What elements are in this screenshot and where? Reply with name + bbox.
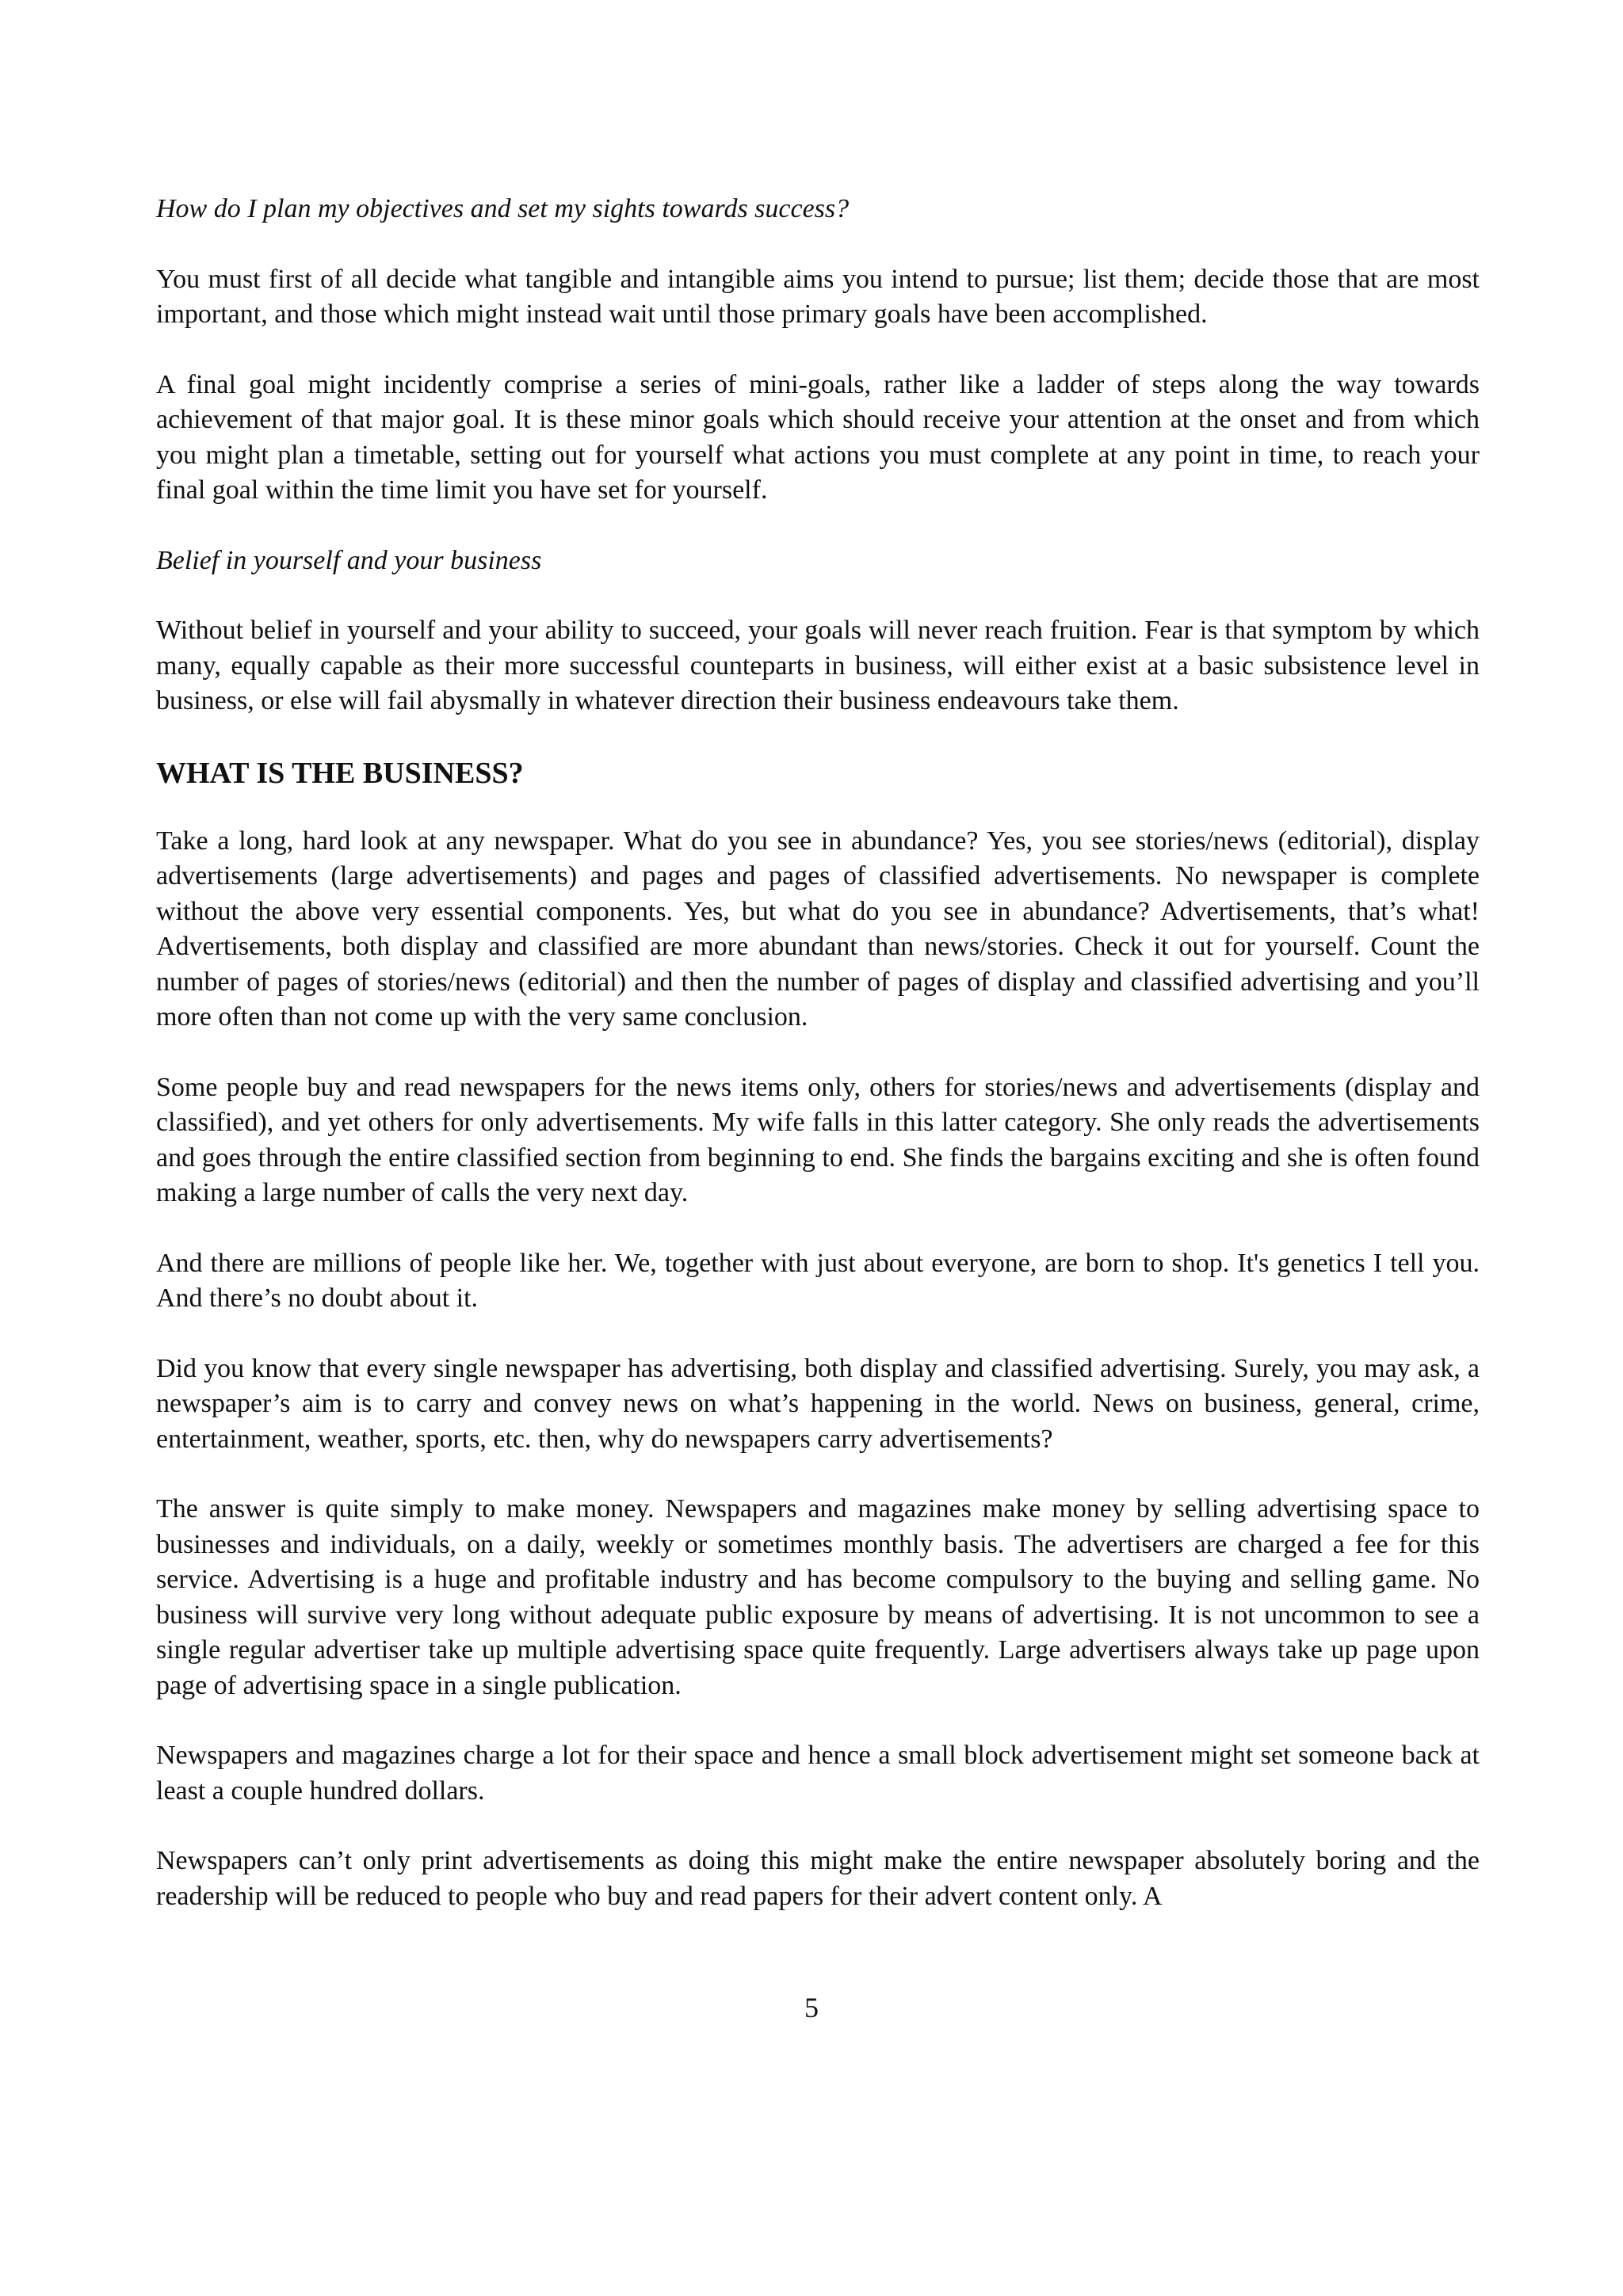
document-body	[156, 192, 1480, 1949]
paragraph: You must first of all decide what tangible and intangible aims you intend to pursue; list them; decide those that are most important, and those which might instead wait until those primary goals have been accomplished.	[156, 264, 1480, 329]
paragraph: Newspapers and magazines charge a lot for their space and hence a small block advertisement might set someone back at least a couple hundred dollars.	[156, 1741, 1480, 1806]
paragraph: Without belief in yourself and your ability to succeed, your goals will never reach fruition. Fear is that symptom by which many, equally capable as their more successful counteparts in business, will either exist at a basic subsistence level in business, or else will fail abysmally in whatever direction their business endeavours take them.	[156, 616, 1480, 715]
page-number: 5	[804, 1992, 819, 2023]
subheading-belief: Belief in yourself and your business	[156, 545, 542, 575]
paragraph: Some people buy and read newspapers for the news items only, others for stories/news and advertisements (display and classified), and yet others for only advertisements. My wife falls in this latter category. She only reads the advertisements and goes through the entire classified section from beginning to end. She finds the bargains exciting and she is often found making a large number of calls the very next day.	[156, 1072, 1480, 1207]
section-heading: WHAT IS THE BUSINESS?	[156, 756, 524, 790]
paragraph: Newspapers can’t only print advertisements as doing this might make the entire newspaper absolutely boring and the readership will be reduced to people who buy and read papers for their advert content only. A	[156, 1846, 1480, 1911]
paragraph: And there are millions of people like her. We, together with just about everyone, are born to shop. It's genetics I tell you. And there’s no doubt about it.	[156, 1248, 1480, 1313]
subheading-plan-objectives: How do I plan my objectives and set my sights towards success?	[156, 194, 850, 223]
paragraph: The answer is quite simply to make money. Newspapers and magazines make money by selling advertising space to businesses and individuals, on a daily, weekly or sometimes monthly basis. The advertisers are charged a fee for this service. Advertising is a huge and profitable industry and has become compulsory to the buying and selling game. No business will survive very long without adequate public exposure by means of advertising. It is not uncommon to see a single regular advertiser take up multiple advertising space quite frequently. Large advertisers always take up page upon page of advertising space in a single publication.	[156, 1494, 1480, 1700]
paragraph: Take a long, hard look at any newspaper. What do you see in abundance? Yes, you see stories/news (editorial), display advertisements (large advertisements) and pages and pages of classified advertisements. No newspaper is complete without the above very essential components. Yes, but what do you see in abundance? Advertisements, that’s what! Advertisements, both display and classified are more abundant than news/stories. Check it out for yourself. Count the number of pages of stories/news (editorial) and then the number of pages of display and classified advertising and you’ll more often than not come up with the very same conclusion.	[156, 826, 1480, 1032]
paragraph: Did you know that every single newspaper has advertising, both display and classified advertising. Surely, you may ask, a newspaper’s aim is to carry and convey news on what’s happening in the world. News on business, general, crime, entertainment, weather, sports, etc. then, why do newspapers carry advertisements?	[156, 1353, 1480, 1454]
paragraph: A final goal might incidently comprise a series of mini-goals, rather like a ladder of steps along the way towards achievement of that major goal. It is these minor goals which should receive your attention at the onset and from which you might plan a timetable, setting out for yourself what actions you must complete at any point in time, to reach your final goal within the time limit you have set for yourself.	[156, 369, 1480, 505]
